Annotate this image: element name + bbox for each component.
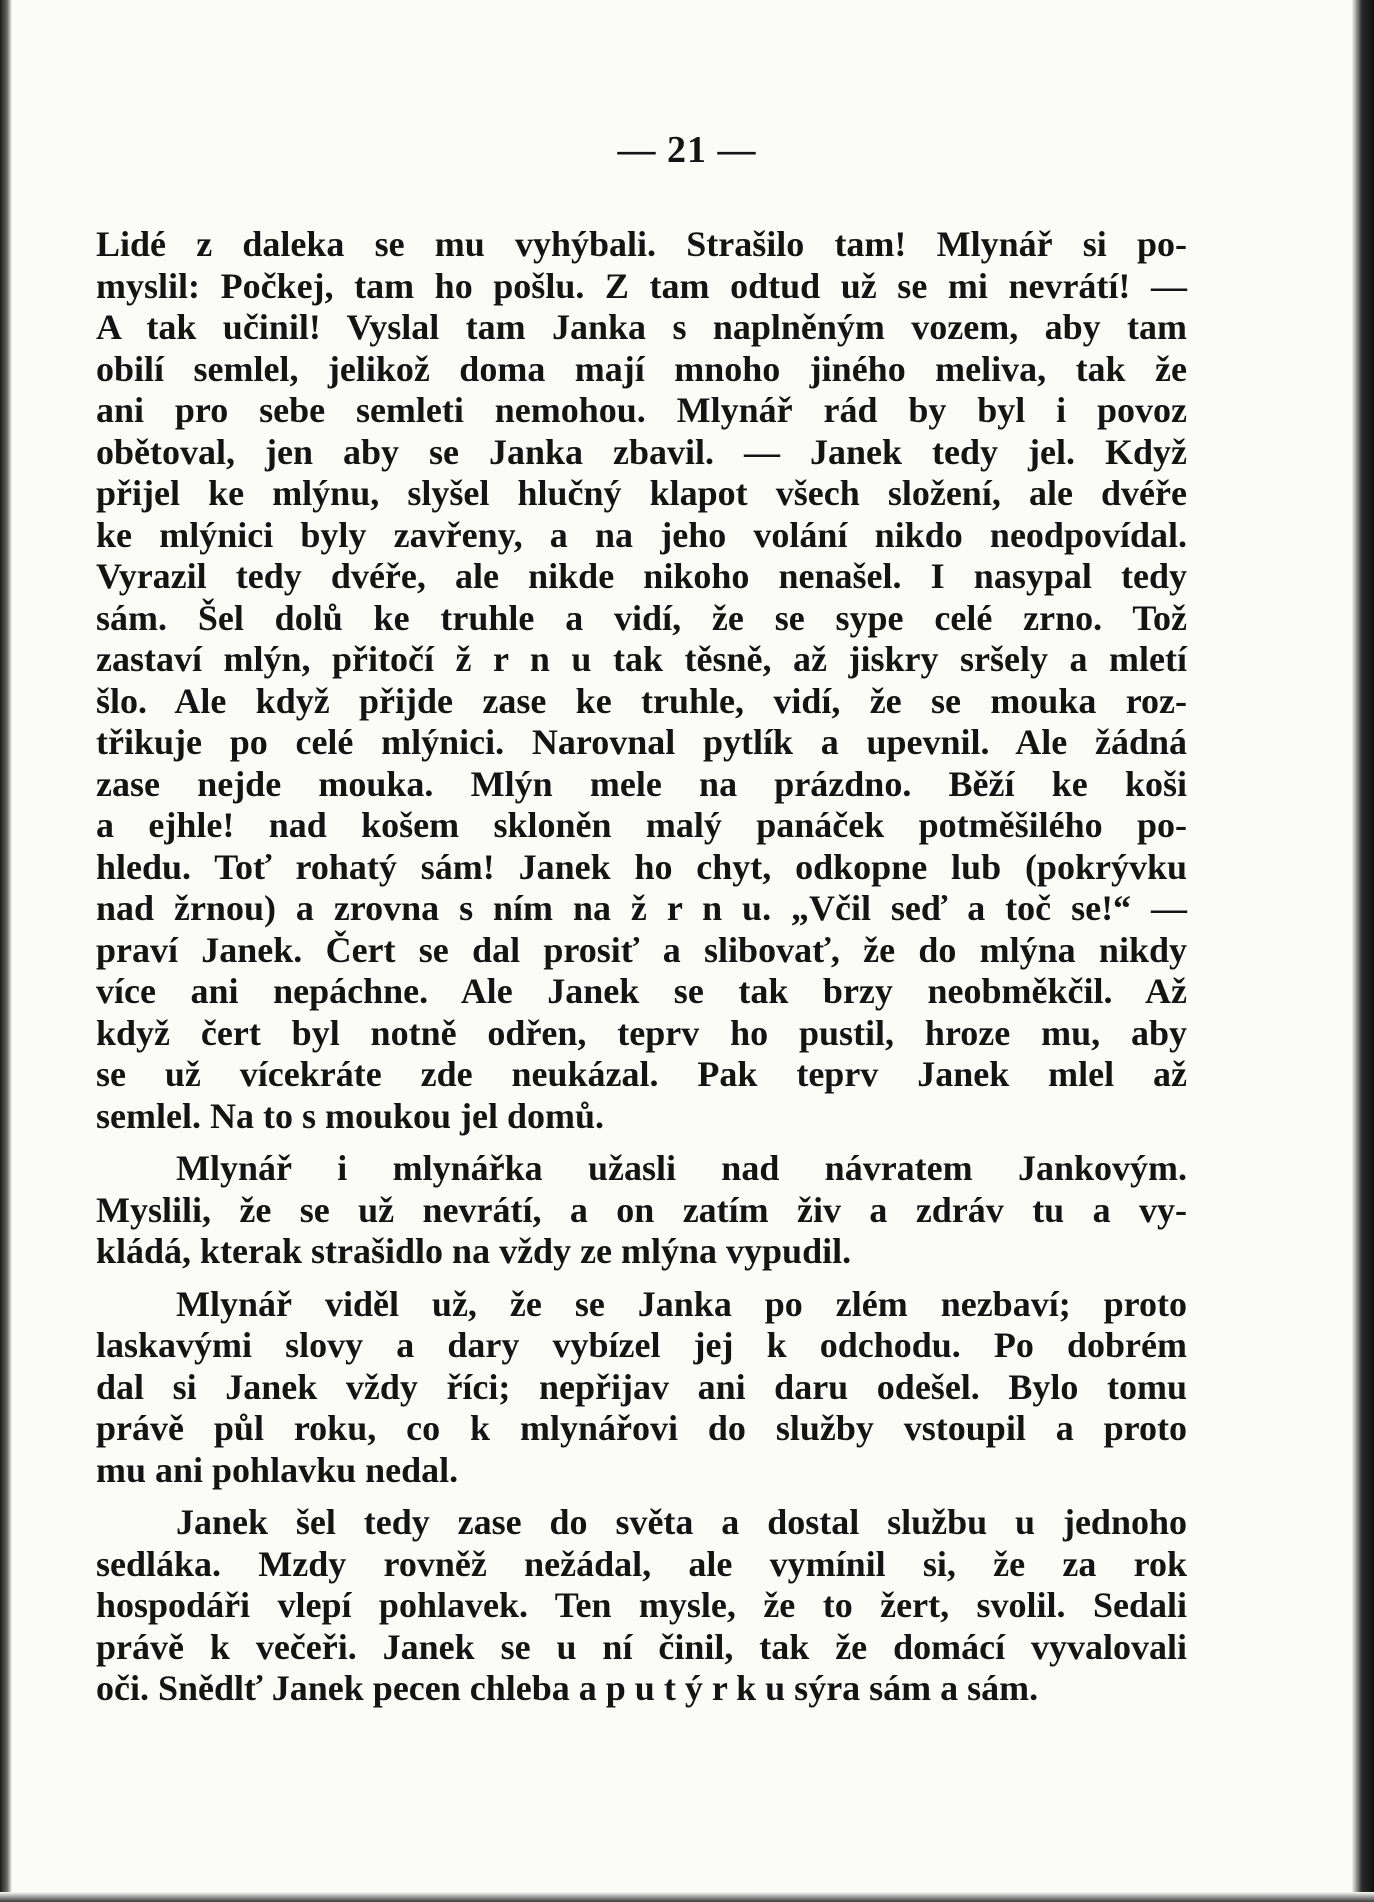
text-line: ke mlýnici byly zavřeny, a na jeho volání nikdo neodpovídal. (96, 514, 1187, 555)
text-line: Myslili, že se už nevrátí, a on zatím živ a zdráv tu a vy- (96, 1189, 1187, 1230)
text-line: zastaví mlýn, přitočí ž r n u tak těsně, až jiskry sršely a mletí (96, 639, 1187, 679)
text-line: Janek šel tedy zase do světa a dostal službu u jednoho (176, 1502, 1187, 1542)
text-line: právě k večeři. Janek se u ní činil, tak že domácí vyvalovali (96, 1626, 1187, 1667)
paragraph-4 (96, 1502, 1187, 1710)
text-line: oči. Snědlť Janek pecen chleba a p u t ý r k u sýra sám a sám. (96, 1668, 1039, 1708)
text-line: myslil: Počkej, tam ho pošlu. Z tam odtud už se mi nevrátí! — (96, 265, 1187, 306)
text-line: Lidé z daleka se mu vyhýbali. Strašilo tam! Mlynář si po- (96, 224, 1187, 264)
text-line: třikuje po celé mlýnici. Narovnal pytlík a upevnil. Ale žádná (96, 722, 1187, 762)
text-line: Mlynář viděl už, že se Janka po zlém nezbaví; proto (176, 1283, 1187, 1324)
text-line: nad žrnou) a zrovna s ním na ž r n u. „Včil seď a toč se!“ — (96, 888, 1187, 928)
text-line: Vyrazil tedy dvéře, ale nikde nikoho nenašel. I nasypal tedy (96, 556, 1187, 596)
text-line: zase nejde mouka. Mlýn mele na prázdno. Běží ke koši (96, 763, 1187, 804)
paragraph-2 (96, 1148, 1187, 1273)
text-line: semlel. Na to s moukou jel domů. (96, 1095, 605, 1136)
paragraph-3 (96, 1284, 1187, 1492)
text-line: dal si Janek vždy říci; nepřijav ani daru odešel. Bylo tomu (96, 1366, 1187, 1407)
page-left-edge-shadow (0, 0, 12, 1902)
text-line: šlo. Ale když přijde zase ke truhle, vidí, že se mouka roz- (96, 680, 1187, 721)
text-line: obětoval, jen aby se Janka zbavil. — Janek tedy jel. Když (96, 431, 1187, 472)
text-line: kládá, kterak strašidlo na vždy ze mlýna vypudil. (96, 1231, 852, 1271)
text-line: mu ani pohlavku nedal. (96, 1449, 459, 1490)
text-line: když čert byl notně odřen, teprv ho pustil, hroze mu, aby (96, 1012, 1187, 1053)
text-line: více ani nepáchne. Ale Janek se tak brzy neobměkčil. Až (96, 971, 1187, 1011)
page-right-edge-shadow (1352, 0, 1374, 1902)
text-line: laskavými slovy a dary vybízel jej k odchodu. Po dobrém (96, 1325, 1187, 1365)
text-line: se už vícekráte zde neukázal. Pak teprv Janek mlel až (96, 1054, 1187, 1094)
text-line: hospodáři vlepí pohlavek. Ten mysle, že to žert, svolil. Sedali (96, 1585, 1187, 1625)
page-bottom-edge-shadow (0, 1892, 1374, 1902)
text-line: sám. Šel dolů ke truhle a vidí, že se sype celé zrno. Tož (96, 597, 1187, 638)
text-line: praví Janek. Čert se dal prosiť a slibovať, že do mlýna nikdy (96, 929, 1187, 970)
text-line: A tak učinil! Vyslal tam Janka s naplněným vozem, aby tam (96, 307, 1187, 347)
body-text (96, 224, 1187, 1710)
text-line: obilí semlel, jelikož doma mají mnoho jiného meliva, tak že (96, 348, 1187, 389)
text-line: Mlynář i mlynářka užasli nad návratem Jankovým. (176, 1148, 1187, 1188)
text-line: a ejhle! nad košem skloněn malý panáček potměšilého po- (96, 805, 1187, 845)
text-line: hledu. Toť rohatý sám! Janek ho chyt, odkopne lub (pokrývku (96, 846, 1187, 887)
text-line: právě půl roku, co k mlynářovi do služby vstoupil a proto (96, 1408, 1187, 1448)
text-line: ani pro sebe semleti nemohou. Mlynář rád by byl i povoz (96, 390, 1187, 430)
text-line: přijel ke mlýnu, slyšel hlučný klapot všech složení, ale dvéře (96, 473, 1187, 513)
paragraph-1 (96, 224, 1187, 1137)
text-line: sedláka. Mzdy rovněž nežádal, ale vymínil si, že za rok (96, 1543, 1187, 1584)
page-number: — 21 — (617, 129, 757, 171)
